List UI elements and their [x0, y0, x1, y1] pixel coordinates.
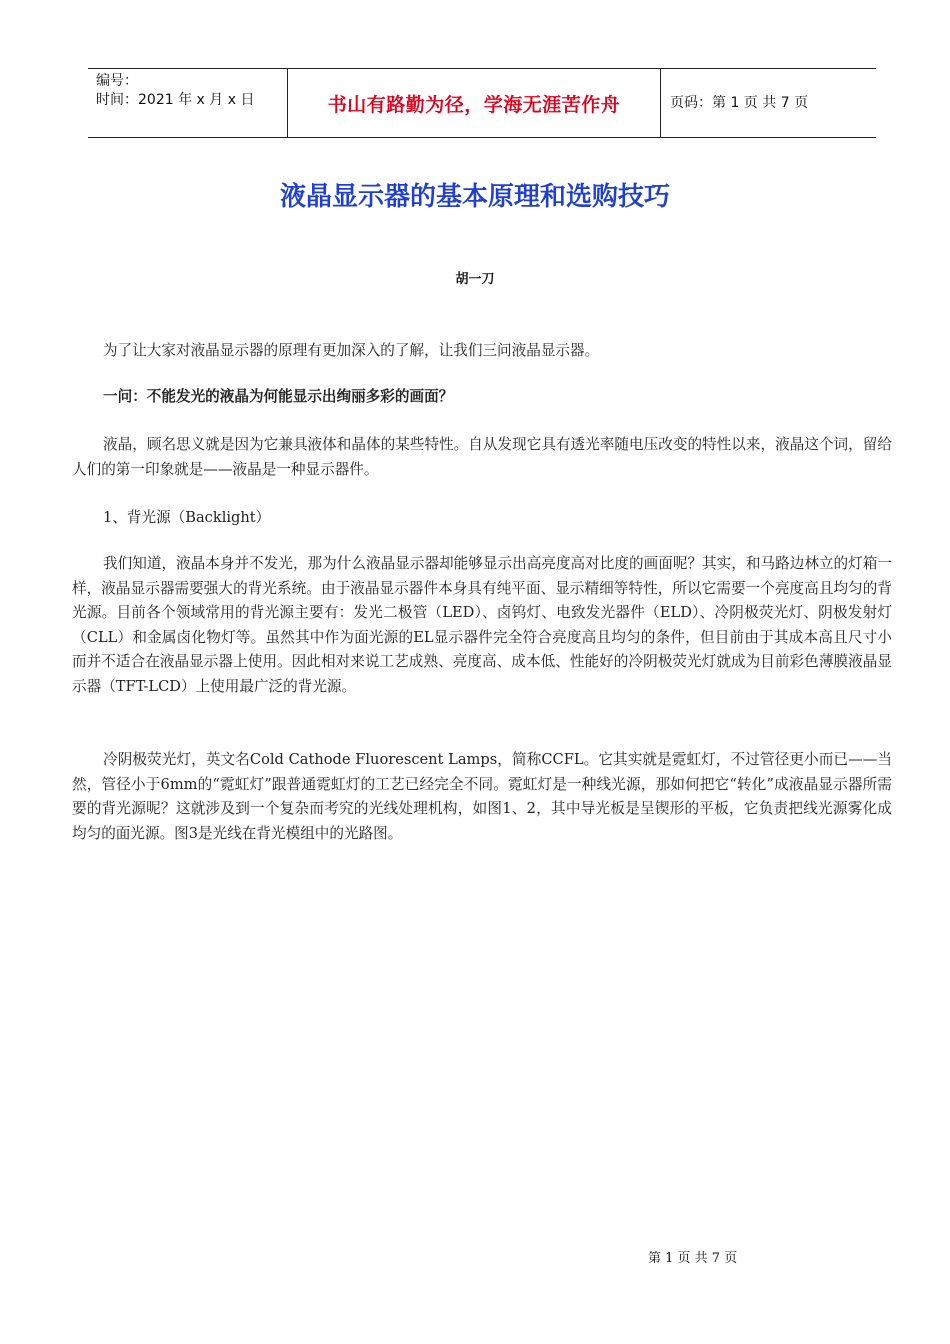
question-heading-1: 一问：不能发光的液晶为何能显示出绚丽多彩的画面？ — [103, 388, 454, 405]
author-name: 胡一刀 — [455, 272, 495, 287]
motto-text: 书山有路勤为径，学海无涯苦作舟 — [327, 93, 621, 116]
section-heading-backlight: 1、背光源（Backlight） — [103, 509, 271, 526]
document-title: 液晶显示器的基本原理和选购技巧 — [279, 182, 670, 212]
number-label: 编号： — [96, 73, 138, 89]
body-paragraph-2: 我们知道，液晶本身并不发光，那为什么液晶显示器却能够显示出高亮度高对比度的画面呢？其实，和马路边林立的灯箱一样，液晶显示器需要强大的背光系统。由于液晶显示器件本身具有纯平面、显示精细等特性，所以它需要一个亮度高且均匀的背光源。目前各个领域常用的背光源主要有：发光二极管（LED）、卤钨灯、电致发光器件（ELD）、冷阴极荧光灯、阴极发射灯（CLL）和金属卤化物灯等。虽然其中作为面光源的EL显示器件完全符合亮度高且均匀的条件，但目前由于其成本高且尺寸小而并不适合在液晶显示器上使用。因此相对来说工艺成熟、亮度高、成本低、性能好的冷阴极荧光灯就成为目前彩色薄膜液晶显示器（TFT-LCD）上使用最广泛的背光源。 — [72, 555, 892, 695]
body-paragraph-3: 冷阴极荧光灯，英文名Cold Cathode Fluorescent Lamps，简称CCFL。它其实就是霓虹灯，不过管径更小而已——当然，管径小于6mm的“霓虹灯”跟普通霓虹灯的工艺已经完全不同。霓虹灯是一种线光源，那如何把它“转化”成液晶显示器所需要的背光源呢？这就涉及到一个复杂而考究的光线处理机构，如图1、2，其中导光板是呈锲形的平板，它负责把线光源雾化成均匀的面光源。图3是光线在背光模组中的光路图。 — [72, 751, 892, 842]
intro-paragraph: 为了让大家对液晶显示器的原理有更加深入的了解，让我们三问液晶显示器。 — [103, 342, 600, 359]
time-label: 时间：2021 年 x 月 x 日 — [96, 92, 255, 108]
header-motto-cell — [288, 69, 661, 137]
body-paragraph-1: 液晶，顾名思义就是因为它兼具液体和晶体的某些特性。自从发现它具有透光率随电压改变的特性以来，液晶这个词，留给人们的第一印象就是——液晶是一种显示器件。 — [72, 436, 892, 478]
header-page-info: 页码：第 1 页 共 7 页 — [670, 95, 809, 111]
header-meta-cell — [88, 69, 288, 137]
page-footer: 第 1 页 共 7 页 — [648, 1251, 738, 1266]
page-header — [88, 68, 876, 138]
